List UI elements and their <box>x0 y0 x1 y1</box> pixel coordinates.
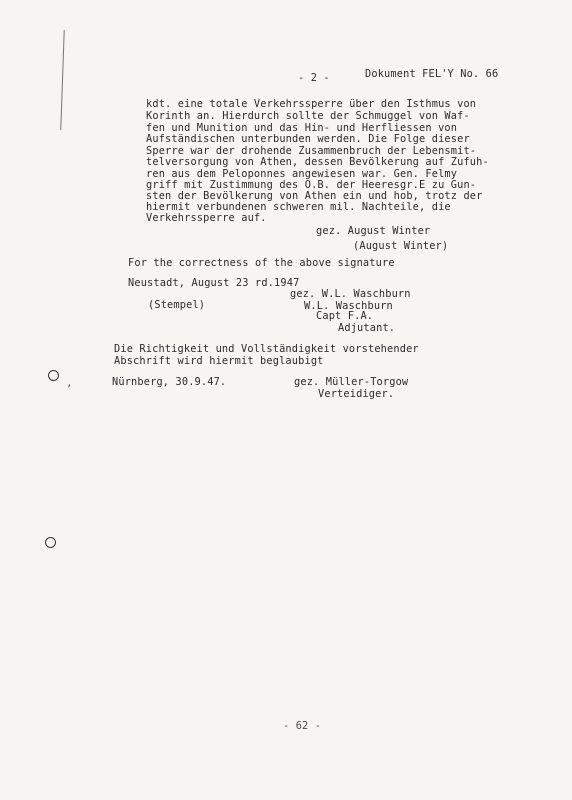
body-line: griff mit Zustimmung des O.B. der Heeresgr.E zu Gun- <box>146 179 477 191</box>
body-line: fen und Munition und das Hin- und Herfliessen von <box>146 122 458 134</box>
punch-hole-upper <box>48 370 59 381</box>
certification-signed: gez. W.L. Waschburn <box>290 288 411 300</box>
margin-mark: ’ <box>66 384 73 395</box>
attestation-line-1: Die Richtigkeit und Vollständigkeit vorstehender <box>114 343 419 355</box>
body-line: kdt. eine totale Verkehrssperre über den Isthmus von <box>146 98 477 110</box>
certification-statement: For the correctness of the above signature <box>128 257 395 269</box>
body-line: Korinth an. Hierdurch sollte der Schmuggel von Waf- <box>146 110 470 122</box>
body-line: ren aus dem Peloponnes angewiesen war. Gen. Felmy <box>146 168 458 180</box>
body-line: telversorgung von Athen, dessen Bevölkerung auf Zufuh- <box>146 156 489 168</box>
attestation-line-2: Abschrift wird hiermit beglaubigt <box>114 355 324 367</box>
certification-rank: Capt F.A. <box>316 310 374 322</box>
certification-title: Adjutant. <box>338 322 396 334</box>
signature-signed: gez. August Winter <box>316 225 431 237</box>
attestation-role: Verteidiger. <box>318 388 395 400</box>
signature-name: (August Winter) <box>353 240 449 252</box>
page-edge-line <box>60 30 64 130</box>
page-marker: - 2 - <box>298 72 330 84</box>
body-line: hiermit verbundenen schweren mil. Nachteile, die <box>146 201 451 213</box>
body-line: Verkehrssperre auf. <box>146 212 267 224</box>
document-reference: Dokument FEL'Y No. 66 <box>365 68 499 80</box>
attestation-signed: gez. Müller-Torgow <box>294 376 409 388</box>
attestation-place-date: Nürnberg, 30.9.47. <box>112 376 227 388</box>
body-line: sten der Bevölkerung von Athen ein und hob, trotz der <box>146 190 483 202</box>
page-number: - 62 - <box>283 720 322 732</box>
stamp-label: (Stempel) <box>148 299 206 311</box>
certification-name: W.L. Waschburn <box>304 300 393 312</box>
body-line: Aufständischen unterbunden werden. Die Folge dieser <box>146 133 470 145</box>
punch-hole-lower <box>45 537 56 548</box>
certification-place-date: Neustadt, August 23 rd.1947 <box>128 277 300 289</box>
body-line: Sperre war der drohende Zusammenbruch der Lebensmit- <box>146 145 477 157</box>
